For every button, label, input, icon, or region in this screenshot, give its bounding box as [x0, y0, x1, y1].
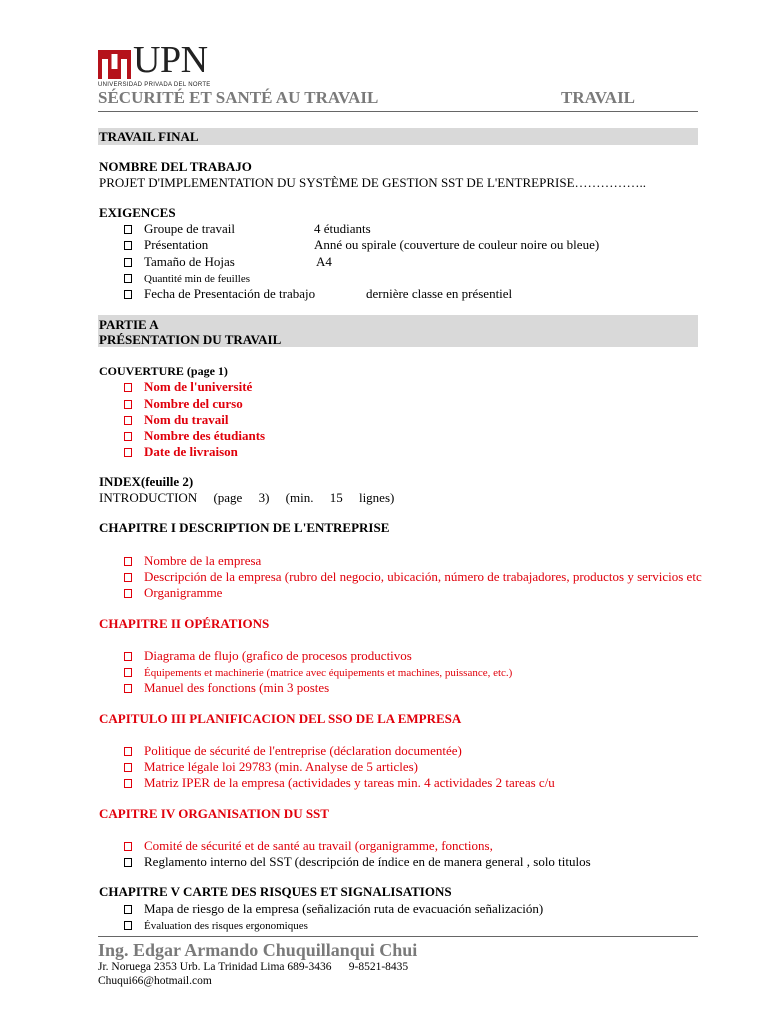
- checkbox-icon: [124, 573, 132, 582]
- chapter-1-title: CHAPITRE I DESCRIPTION DE L'ENTREPRISE: [99, 520, 390, 535]
- checkbox-icon: [124, 557, 132, 566]
- checkbox-icon: [124, 383, 132, 392]
- footer-address: Jr. Noruega 2353 Urb. La Trinidad Lima 689-3436 9-8521-8435: [98, 961, 409, 973]
- index-line: INDEX(feuille 2): [99, 474, 194, 489]
- chapter-3-item: Matriz IPER de la empresa (actividades y tareas min. 4 actividades 2 tareas c/u: [124, 775, 555, 791]
- upn-logo-icon: [98, 50, 131, 79]
- requirement-value: dernière classe en présentiel: [366, 286, 513, 301]
- cover-title: COUVERTURE (page 1): [99, 364, 228, 378]
- requirement-item: Présentation: [124, 237, 208, 253]
- work-name-label: NOMBRE DEL TRABAJO: [99, 159, 252, 174]
- requirement-item: Quantité min de feuilles: [124, 270, 250, 287]
- document-title: SÉCURITÉ ET SANTÉ AU TRAVAIL: [98, 88, 379, 107]
- chapter-3-title: CAPITULO III PLANIFICACION DEL SSO DE LA EMPRESA: [99, 711, 462, 726]
- chapter-2-item: Diagrama de flujo (grafico de procesos productivos: [124, 648, 412, 664]
- chapter-2-title: CHAPITRE II OPÉRATIONS: [99, 616, 270, 631]
- checkbox-icon: [124, 416, 132, 425]
- logo-subtitle: UNIVERSIDAD PRIVADA DEL NORTE: [98, 82, 211, 88]
- checkbox-icon: [124, 763, 132, 772]
- requirement-item: Groupe de travail: [124, 221, 235, 237]
- checkbox-icon: [124, 258, 132, 267]
- cover-item: Date de livraison: [124, 444, 238, 460]
- document-header-right: TRAVAIL: [561, 88, 636, 107]
- introduction-line: INTRODUCTION (page 3) (min. 15 lignes): [99, 490, 395, 505]
- checkbox-icon: [124, 274, 132, 283]
- checkbox-icon: [124, 589, 132, 598]
- requirements-label: EXIGENCES: [99, 205, 176, 220]
- chapter-5-item: Évaluation des risques ergonomiques: [124, 917, 308, 934]
- checkbox-icon: [124, 668, 132, 677]
- final-band-label: TRAVAIL FINAL: [99, 129, 199, 144]
- checkbox-icon: [124, 400, 132, 409]
- partie-title: PARTIE A: [99, 317, 159, 332]
- cover-item: Nombre des étudiants: [124, 428, 265, 444]
- logo-text: UPN: [133, 39, 208, 81]
- chapter-4-item: Reglamento interno del SST (descripción de índice en de manera general , solo titulos: [124, 854, 591, 870]
- cover-item: Nom de l'université: [124, 379, 252, 395]
- chapter-2-item: Équipements et machinerie (matrice avec équipements et machines, puissance, etc.): [124, 664, 512, 681]
- checkbox-icon: [124, 225, 132, 234]
- checkbox-icon: [124, 241, 132, 250]
- footer-author: Ing. Edgar Armando Chuquillanqui Chui: [98, 940, 418, 960]
- checkbox-icon: [124, 842, 132, 851]
- checkbox-icon: [124, 432, 132, 441]
- checkbox-icon: [124, 921, 132, 930]
- chapter-1-item: Organigramme: [124, 585, 222, 601]
- checkbox-icon: [124, 905, 132, 914]
- requirement-value: A4: [316, 254, 332, 269]
- requirement-value: Anné ou spirale (couverture de couleur noire ou bleue): [314, 237, 600, 252]
- cover-item: Nombre del curso: [124, 396, 243, 412]
- chapter-1-item: Descripción de la empresa (rubro del negocio, ubicación, número de trabajadores, productos y servicios etc: [124, 569, 702, 585]
- checkbox-icon: [124, 858, 132, 867]
- checkbox-icon: [124, 684, 132, 693]
- chapter-5-item: Mapa de riesgo de la empresa (señalización ruta de evacuación señalización): [124, 901, 543, 917]
- chapter-3-item: Politique de sécurité de l'entreprise (déclaration documentée): [124, 743, 462, 759]
- footer-email: Chuqui66@hotmail.com: [98, 975, 212, 987]
- chapter-3-item: Matrice légale loi 29783 (min. Analyse de 5 articles): [124, 759, 418, 775]
- checkbox-icon: [124, 747, 132, 756]
- footer-rule: [98, 936, 698, 937]
- work-name-value: PROJET D'IMPLEMENTATION DU SYSTÈME DE GESTION SST DE L'ENTREPRISE……………..: [99, 175, 647, 190]
- header-rule: [98, 111, 698, 112]
- partie-subtitle: PRÉSENTATION DU TRAVAIL: [99, 332, 282, 347]
- chapter-2-item: Manuel des fonctions (min 3 postes: [124, 680, 329, 696]
- chapter-4-title: CAPITRE IV ORGANISATION DU SST: [99, 806, 329, 821]
- checkbox-icon: [124, 448, 132, 457]
- chapter-4-item: Comité de sécurité et de santé au travail (organigramme, fonctions,: [124, 838, 493, 854]
- requirement-value: 4 étudiants: [314, 221, 371, 236]
- checkbox-icon: [124, 779, 132, 788]
- chapter-1-item: Nombre de la empresa: [124, 553, 261, 569]
- checkbox-icon: [124, 652, 132, 661]
- requirement-item: Tamaño de Hojas: [124, 254, 235, 270]
- chapter-5-title: CHAPITRE V CARTE DES RISQUES ET SIGNALISATIONS: [99, 884, 452, 899]
- requirement-item: Fecha de Presentación de trabajo: [124, 286, 315, 302]
- cover-item: Nom du travail: [124, 412, 229, 428]
- checkbox-icon: [124, 290, 132, 299]
